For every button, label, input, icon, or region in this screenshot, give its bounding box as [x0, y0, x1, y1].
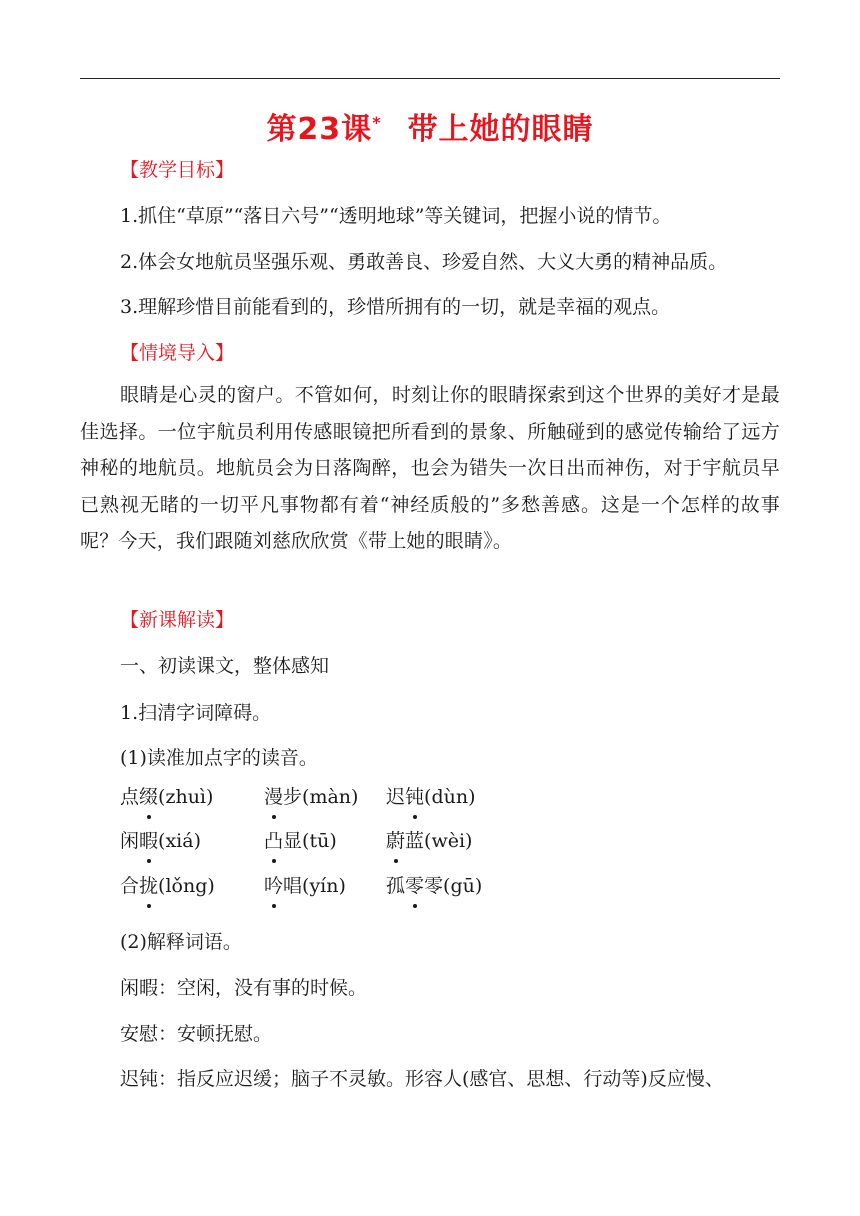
definition-item: 迟钝：指反应迟缓；脑子不灵敏。形容人(感官、思想、行动等)反应慢、 [120, 1068, 724, 1090]
section-title: 一、初读课文，整体感知 [120, 655, 330, 677]
title-text: 带上她的眼睛 [407, 112, 594, 147]
vocab-item: 闲暇(xiá) [120, 830, 201, 852]
vocab-item: 迟钝(dùn) [386, 786, 476, 808]
lesson-heading: 【新课解读】 [120, 609, 235, 631]
objective-item-2: 2.体会女地航员坚强乐观、勇敢善良、珍爱自然、大义大勇的精神品质。 [120, 251, 728, 273]
vocab-item: 凸显(tū) [264, 830, 337, 852]
intro-paragraph: 眼睛是心灵的窗户。不管如何，时刻让你的眼睛探索到这个世界的美好才是最佳选择。一位宇航员利用传感眼镜把所看到的景象、所触碰到的感觉传输给了远方神秘的地航员。地航员会为日落陶醉，也会为错失一次日出而神伤，对于宇航员早已熟视无睹的一切平凡事物都有着“神经质般的”多愁善感。这是一个怎样的故事呢？今天，我们跟随刘慈欣欣赏《带上她的眼睛》。 [80, 384, 780, 552]
vocab-item: 孤零零(gū) [386, 875, 483, 897]
pronunciation-instruction: (1)读准加点字的读音。 [120, 747, 318, 769]
definition-item: 闲暇：空闲，没有事的时候。 [120, 977, 368, 999]
objective-item-1: 1.抓住“草原”“落日六号”“透明地球”等关键词，把握小说的情节。 [120, 205, 672, 227]
objective-item-3: 3.理解珍惜目前能看到的，珍惜所拥有的一切，就是幸福的观点。 [120, 296, 671, 318]
objectives-heading: 【教学目标】 [120, 159, 235, 181]
header-rule [80, 78, 780, 79]
definition-instruction: (2)解释词语。 [120, 931, 242, 953]
vocab-item: 漫步(màn) [264, 786, 359, 808]
vocab-item: 合拢(lǒng) [120, 875, 215, 897]
vocab-item: 蔚蓝(wèi) [386, 830, 473, 852]
title-asterisk: * [372, 113, 382, 132]
intro-heading: 【情境导入】 [120, 342, 235, 364]
step-title: 1.扫清字词障碍。 [120, 702, 272, 724]
vocab-item: 吟唱(yín) [264, 875, 346, 897]
vocab-item: 点缀(zhuì) [120, 786, 214, 808]
lesson-title [0, 104, 860, 148]
title-number: 第23课 [266, 112, 373, 147]
definition-item: 安慰：安顿抚慰。 [120, 1023, 273, 1045]
